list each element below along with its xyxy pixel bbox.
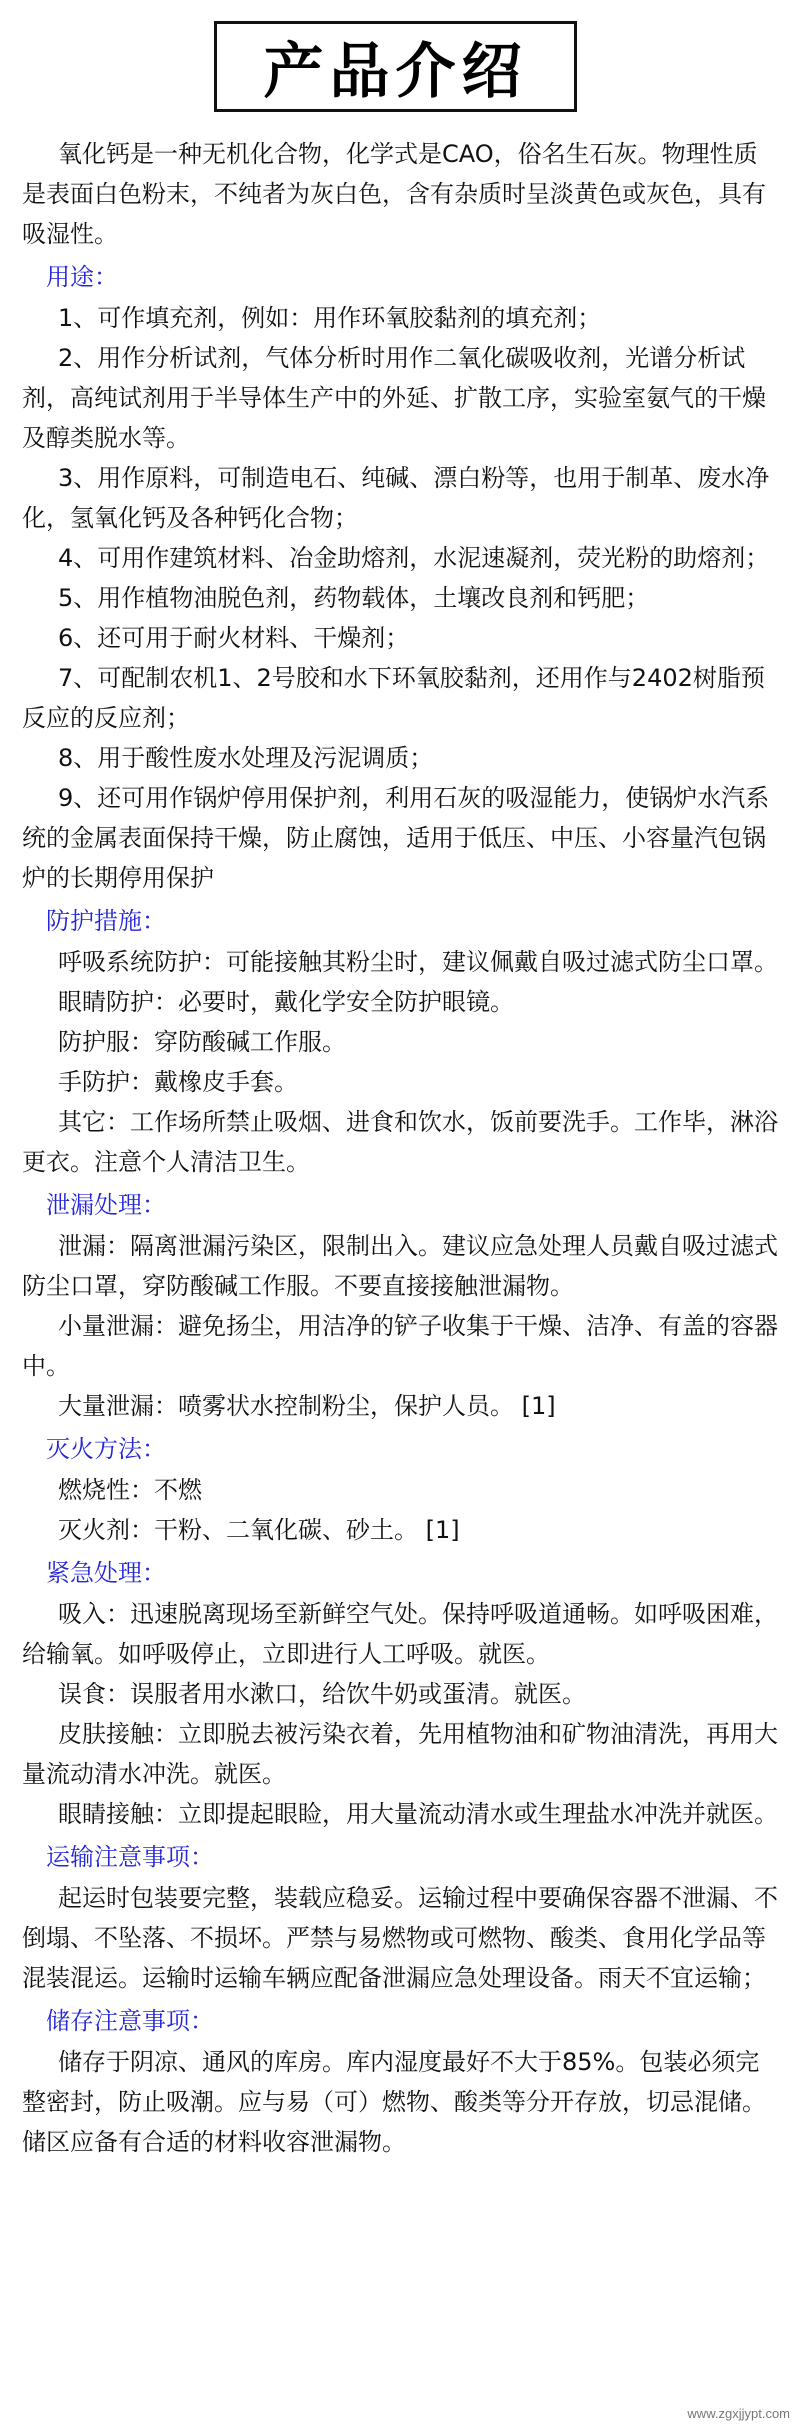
emergency-item: 误食：误服者用水漱口，给饮牛奶或蛋清。就医。 bbox=[58, 1680, 586, 1708]
protection-heading: 防护措施： bbox=[46, 907, 166, 935]
protection-item: 防护服：穿防酸碱工作服。 bbox=[58, 1028, 346, 1056]
fire-heading: 灭火方法： bbox=[46, 1435, 166, 1463]
emergency-item: 吸入：迅速脱离现场至新鲜空气处。保持呼吸道通畅。如呼吸困难，给输氧。如呼吸停止，立即进行人工呼吸。就医。 bbox=[22, 1600, 778, 1668]
uses-item: 3、用作原料，可制造电石、纯碱、漂白粉等，也用于制革、废水净化，氢氧化钙及各种钙化合物； bbox=[22, 464, 770, 532]
emergency-heading: 紧急处理： bbox=[46, 1559, 166, 1587]
page-title: 产品介绍 bbox=[214, 21, 577, 112]
protection-item: 其它：工作场所禁止吸烟、进食和饮水，饭前要洗手。工作毕，淋浴更衣。注意个人清洁卫生。 bbox=[22, 1108, 778, 1176]
uses-item: 1、可作填充剂，例如：用作环氧胶黏剂的填充剂； bbox=[58, 304, 602, 332]
leak-item: 小量泄漏：避免扬尘，用洁净的铲子收集于干燥、洁净、有盖的容器中。 bbox=[22, 1312, 778, 1380]
uses-item: 7、可配制农机1、2号胶和水下环氧胶黏剂，还用作与2402树脂预反应的反应剂； bbox=[22, 664, 765, 732]
uses-item: 6、还可用于耐火材料、干燥剂； bbox=[58, 624, 410, 652]
protection-item: 眼睛防护：必要时，戴化学安全防护眼镜。 bbox=[58, 988, 514, 1016]
title-area bbox=[0, 0, 800, 120]
uses-item: 9、还可用作锅炉停用保护剂，利用石灰的吸湿能力，使锅炉水汽系统的金属表面保持干燥，防止腐蚀，适用于低压、中压、小容量汽包锅炉的长期停用保护 bbox=[22, 784, 770, 892]
transport-item: 起运时包装要完整，装载应稳妥。运输过程中要确保容器不泄漏、不倒塌、不坠落、不损坏。严禁与易燃物或可燃物、酸类、食用化学品等混装混运。运输时运输车辆应配备泄漏应急处理设备。雨天不宜运输； bbox=[22, 1884, 778, 1992]
uses-item: 4、可用作建筑材料、冶金助熔剂，水泥速凝剂，荧光粉的助熔剂； bbox=[58, 544, 770, 572]
fire-item: 灭火剂：干粉、二氧化碳、砂土。 [1] bbox=[58, 1516, 460, 1544]
leak-item: 大量泄漏：喷雾状水控制粉尘，保护人员。 [1] bbox=[58, 1392, 556, 1420]
uses-heading: 用途： bbox=[46, 263, 118, 291]
transport-heading: 运输注意事项： bbox=[46, 1843, 214, 1871]
intro-paragraph: 氧化钙是一种无机化合物，化学式是CAO，俗名生石灰。物理性质是表面白色粉末，不纯者为灰白色，含有杂质时呈淡黄色或灰色，具有吸湿性。 bbox=[22, 140, 766, 248]
emergency-item: 眼睛接触：立即提起眼睑，用大量流动清水或生理盐水冲洗并就医。 bbox=[58, 1800, 778, 1828]
uses-item: 2、用作分析试剂，气体分析时用作二氧化碳吸收剂，光谱分析试剂，高纯试剂用于半导体生产中的外延、扩散工序，实验室氨气的干燥及醇类脱水等。 bbox=[22, 344, 766, 452]
fire-item: 燃烧性：不燃 bbox=[58, 1476, 202, 1504]
protection-item: 手防护：戴橡皮手套。 bbox=[58, 1068, 298, 1096]
content bbox=[22, 134, 780, 2162]
emergency-item: 皮肤接触：立即脱去被污染衣着，先用植物油和矿物油清洗，再用大量流动清水冲洗。就医。 bbox=[22, 1720, 778, 1788]
storage-item: 储存于阴凉、通风的库房。库内湿度最好不大于85%。包装必须完整密封，防止吸潮。应与易（可）燃物、酸类等分开存放，切忌混储。储区应备有合适的材料收容泄漏物。 bbox=[22, 2048, 766, 2156]
leak-item: 泄漏：隔离泄漏污染区，限制出入。建议应急处理人员戴自吸过滤式防尘口罩，穿防酸碱工作服。不要直接接触泄漏物。 bbox=[22, 1232, 778, 1300]
storage-heading: 储存注意事项： bbox=[46, 2007, 214, 2035]
leak-heading: 泄漏处理： bbox=[46, 1191, 166, 1219]
uses-item: 5、用作植物油脱色剂，药物载体，土壤改良剂和钙肥； bbox=[58, 584, 650, 612]
uses-item: 8、用于酸性废水处理及污泥调质； bbox=[58, 744, 434, 772]
watermark: www.zgxjjypt.com bbox=[687, 2406, 790, 2421]
protection-item: 呼吸系统防护：可能接触其粉尘时，建议佩戴自吸过滤式防尘口罩。 bbox=[58, 948, 778, 976]
